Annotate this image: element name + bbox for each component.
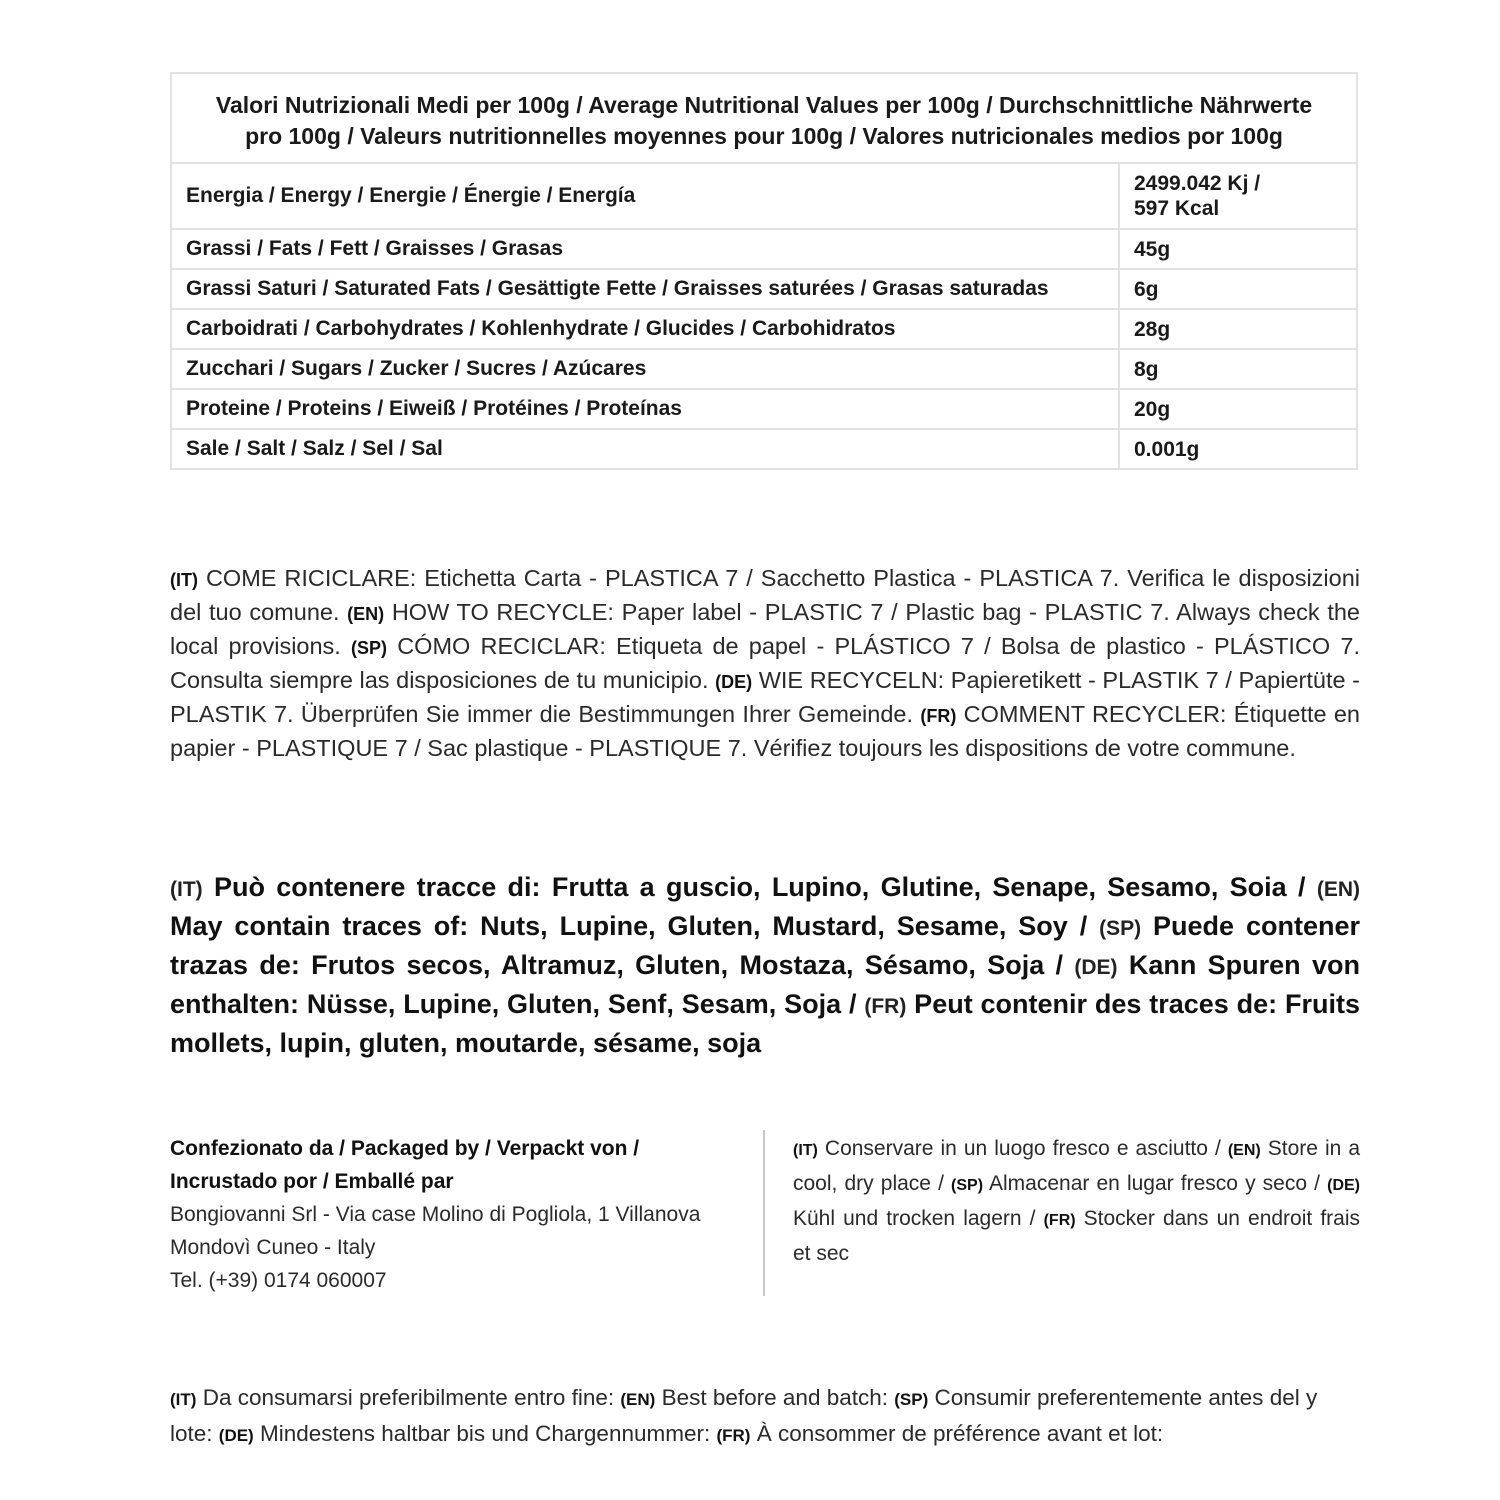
best-before-text-it: Da consumarsi preferibilmente entro fine: [196, 1385, 621, 1410]
nutrient-label-sugars: Zucchari / Sugars / Zucker / Sucres / Azúcares [171, 349, 1119, 389]
packager-heading-line1: Confezionato da / Packaged by / Verpackt von / [170, 1137, 640, 1160]
best-before-notice [170, 1381, 1360, 1453]
recycling-text-it: COME RICICLARE: Etichetta Carta - PLASTICA 7 / Sacchetto Plastica - PLASTICA 7. Verifica le disposizioni del tuo comune. [170, 565, 1360, 625]
nutrient-value-proteins: 20g [1119, 389, 1357, 429]
nutrition-header-row [171, 73, 1357, 163]
nutrition-table-title [171, 73, 1357, 163]
nutrient-value-salt: 0.001g [1119, 429, 1357, 469]
nutrition-title-line2: pro 100g / Valeurs nutritionnelles moyennes pour 100g / Valores nutricionales medios por 100g [245, 123, 1283, 149]
energy-kj: 2499.042 Kj / [1134, 172, 1261, 195]
storage-instructions [793, 1132, 1360, 1270]
nutrient-label-carbohydrates: Carboidrati / Carbohydrates / Kohlenhydrate / Glucides / Carbohidratos [171, 309, 1119, 349]
best-before-text-en: Best before and batch: [655, 1385, 895, 1410]
lang-tag-sp: (SP) [951, 1177, 984, 1194]
lang-tag-fr: (FR) [716, 1426, 751, 1445]
allergen-text-sp: Puede contener trazas de: Frutos secos, Altramuz, Gluten, Mostaza, Sésamo, Soja / [170, 911, 1360, 980]
storage-text-fr: Stocker dans un endroit frais et sec [793, 1207, 1360, 1265]
nutrient-value-fats: 45g [1119, 229, 1357, 269]
storage-text-de: Kühl und trocken lagern / [793, 1207, 1044, 1230]
label-page [170, 72, 1361, 1446]
nutrient-label-saturated-fats: Grassi Saturi / Saturated Fats / Gesättigte Fette / Graisses saturées / Grasas saturadas [171, 269, 1119, 309]
recycling-text-de: WIE RECYCELN: Papieretikett - PLASTIK 7 / Papiertüte - PLASTIK 7. Überprüfen Sie immer die Bestimmungen Ihrer Gemeinde. [170, 667, 1360, 727]
storage-text-en: Store in a cool, dry place / [793, 1137, 1360, 1195]
nutrient-label-salt: Sale / Salt / Salz / Sel / Sal [171, 429, 1119, 469]
storage-text-sp: Almacenar en lugar fresco y seco / [983, 1172, 1328, 1195]
lang-tag-en: (EN) [620, 1390, 656, 1409]
energy-kcal: 597 Kcal [1134, 197, 1220, 220]
nutrition-title-line1: Valori Nutrizionali Medi per 100g / Average Nutritional Values per 100g / Durchschnittliche Nährwerte [215, 92, 1313, 118]
allergen-text-it: Può contenere tracce di: Frutta a guscio, Lupino, Glutine, Senape, Sesamo, Soia / [202, 872, 1317, 902]
lang-tag-en: (EN) [1227, 1142, 1261, 1159]
nutrient-label-energy: Energia / Energy / Energie / Énergie / Energía [171, 163, 1119, 229]
table-row [171, 309, 1357, 349]
lang-tag-fr: (FR) [864, 995, 907, 1018]
packager-phone: Tel. (+39) 0174 060007 [170, 1269, 387, 1292]
lang-tag-fr: (FR) [920, 706, 957, 726]
lang-tag-de: (DE) [1074, 956, 1118, 979]
allergen-text-fr: Peut contenir des traces de: Fruits mollets, lupin, gluten, moutarde, sésame, soja [170, 989, 1360, 1058]
nutrient-label-proteins: Proteine / Proteins / Eiweiß / Protéines / Proteínas [171, 389, 1119, 429]
lang-tag-de: (DE) [218, 1426, 254, 1445]
table-row [171, 349, 1357, 389]
table-row [171, 429, 1357, 469]
table-row [171, 163, 1357, 229]
nutrient-value-saturated-fats: 6g [1119, 269, 1357, 309]
recycling-instructions [170, 562, 1360, 764]
packager-heading-line2: Incrustado por / Emballé par [170, 1170, 454, 1193]
lang-tag-it: (IT) [170, 1390, 197, 1409]
nutrient-value-carbohydrates: 28g [1119, 309, 1357, 349]
nutrient-value-sugars: 8g [1119, 349, 1357, 389]
lang-tag-de: (DE) [1327, 1177, 1360, 1194]
lang-tag-sp: (SP) [894, 1390, 929, 1409]
lang-tag-it: (IT) [170, 570, 198, 590]
lang-tag-sp: (SP) [1099, 917, 1142, 940]
table-row [171, 389, 1357, 429]
storage-text-it: Conservare in un luogo fresco e asciutto / [817, 1137, 1228, 1160]
table-row [171, 269, 1357, 309]
allergen-text-en: May contain traces of: Nuts, Lupine, Gluten, Mustard, Sesame, Soy / [170, 911, 1100, 941]
best-before-text-de: Mindestens haltbar bis und Chargennummer: [253, 1421, 717, 1446]
allergen-text-de: Kann Spuren von enthalten: Nüsse, Lupine, Gluten, Senf, Sesam, Soja / [170, 950, 1360, 1019]
packager-info [170, 1132, 750, 1297]
column-divider [763, 1130, 765, 1296]
lang-tag-en: (EN) [1316, 878, 1360, 901]
recycling-text-en: HOW TO RECYCLE: Paper label - PLASTIC 7 / Plastic bag - PLASTIC 7. Always check the local provisions. [170, 599, 1361, 659]
nutrition-table [170, 72, 1358, 470]
nutrient-label-fats: Grassi / Fats / Fett / Graisses / Grasas [171, 229, 1119, 269]
lang-tag-it: (IT) [170, 878, 203, 901]
lang-tag-fr: (FR) [1043, 1212, 1076, 1229]
nutrient-value-energy [1119, 163, 1357, 229]
table-row [171, 229, 1357, 269]
lang-tag-it: (IT) [793, 1142, 818, 1159]
recycling-text-sp: CÓMO RECICLAR: Etiqueta de papel - PLÁSTICO 7 / Bolsa de plastico - PLÁSTICO 7. Consulta siempre las disposiciones de tu municipio. [170, 633, 1360, 693]
packager-address-line1: Bongiovanni Srl - Via case Molino di Pogliola, 1 Villanova [170, 1203, 701, 1226]
lang-tag-en: (EN) [347, 604, 385, 624]
best-before-text-sp: Consumir preferentemente antes del y lote: [170, 1385, 1318, 1446]
allergen-warning [170, 869, 1360, 1061]
lang-tag-sp: (SP) [351, 638, 388, 658]
best-before-text-fr: À consommer de préférence avant et lot: [750, 1421, 1164, 1446]
recycling-text-fr: COMMENT RECYCLER: Étiquette en papier - PLASTIQUE 7 / Sac plastique - PLASTIQUE 7. Vérifiez toujours les dispositions de votre commune. [170, 701, 1361, 761]
packager-address-line2: Mondovì Cuneo - Italy [170, 1236, 376, 1259]
lang-tag-de: (DE) [715, 672, 753, 692]
